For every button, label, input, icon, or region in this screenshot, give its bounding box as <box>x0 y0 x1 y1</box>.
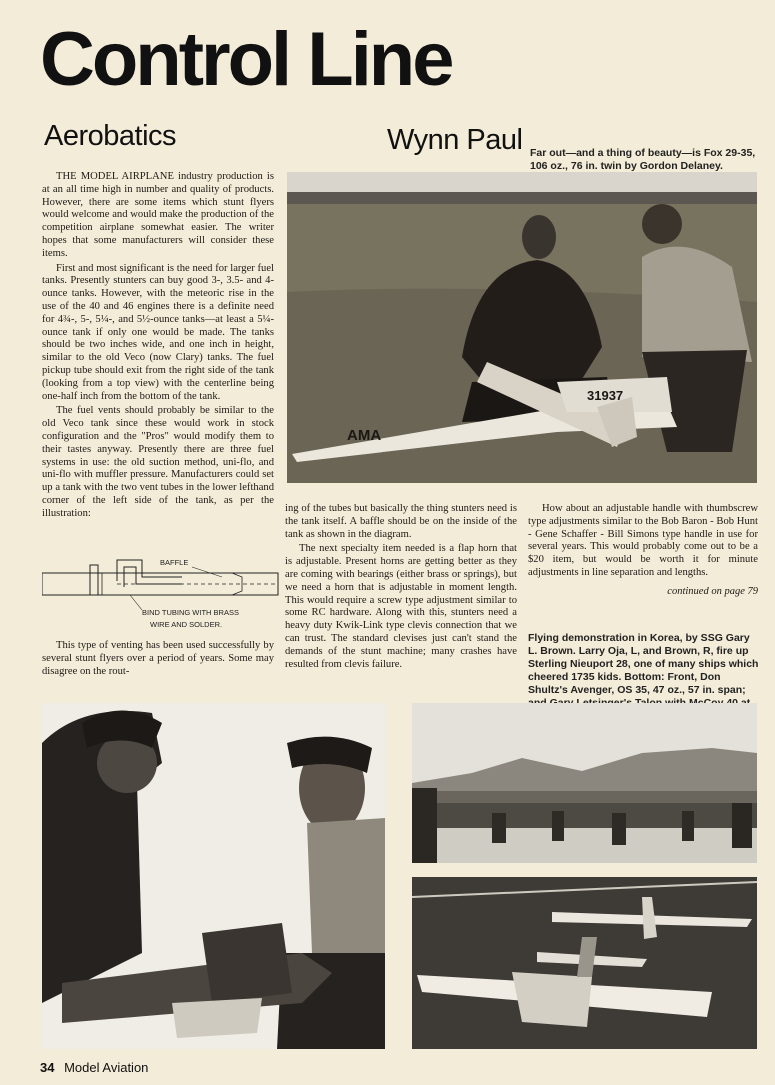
page-number: 34 <box>40 1060 55 1075</box>
top-photo-caption: Far out—and a thing of beauty—is Fox 29-35, 106 oz., 76 in. twin by Gordon Delaney. <box>530 147 756 172</box>
article-subtitle: Aerobatics <box>44 120 177 152</box>
photo-men-fueling-nieuport <box>42 703 385 1049</box>
article-title: Control Line <box>40 17 452 102</box>
photo-crowd-korea <box>412 703 757 863</box>
korea-photo-caption: Flying demonstration in Korea, by SSG Gary L. Brown. Larry Oja, L, and Brown, R, fire up Sterling Nieuport 28, one of many ships which cheered 1735 kids. Bottom: Front, Don Shultz's Avenger, OS 35, 47 oz., 57 in. span; <box>528 632 759 696</box>
continued-note: continued on page 79 <box>667 585 758 597</box>
paragraph: First and most significant is the need for larger fuel tanks. Presently stunters can buy good 3-, 3.5- and 4-ounce tanks. However, with the meteoric rise in the use of the 40 and 46 engines there is a definite need for 4¾-, 5-, 5¼-, and 5½-ounce tanks—at least a 5¼-ounce tank if only one would be made. The tanks should be two inches wide, and one inch in height, similar to the old Veco (now Clary) tanks. The fuel pickup tube should exit from the right side of the tank (looking from a top view) with the centerline being one-half inch from the bottom of the tank. <box>42 262 274 402</box>
fuel-tank-diagram <box>42 555 282 635</box>
paragraph: THE MODEL AIRPLANE industry production is at an all time high in number and quality of products. However, there are some items which stunt flyers would welcome and would make the production of the competition airplane somewhat easier. The writer hopes that some manufacturers will consider these items. <box>42 171 274 259</box>
baffle-label: BAFFLE <box>160 558 189 567</box>
paragraph: The next specialty item needed is a flap horn that is adjustable. Present horns are getting better as they are coming with bearings (either brass or springs), but we need a horn that is adjustable in moment length. This would require a screw type adjustment similar to some RC hardware. Along with this, stunters need a heavy duty Kwik-Link type clevis connection that we can trust. The standard clevises just can't stand the demands of the stunt machine; many crashes have resulted from clevis failure. <box>285 543 517 670</box>
article-column-1 <box>42 171 274 523</box>
magazine-name: Model Aviation <box>64 1060 149 1075</box>
ama-marking: AMA <box>347 427 382 444</box>
paragraph: How about an adjustable handle with thumbscrew type adjustments similar to the Bob Baron - Bob Hunt - Gene Schaffer - Bill Simons type handle in use for several years. This would probably come out to be a $20 item, but would be worth it for minute adjustments in line separation and lengths. <box>528 503 758 578</box>
top-photo-two-men-with-model <box>287 172 757 483</box>
article-column-2 <box>285 503 517 673</box>
page-footer <box>40 1060 148 1075</box>
photo-stunt-planes-on-tarmac <box>412 877 757 1049</box>
registration-marking: 31937 <box>587 388 624 403</box>
bind-tubing-label-2: WIRE AND SOLDER. <box>150 620 223 629</box>
paragraph: This type of venting has been used successfully by several stunt flyers over a period of years. Some may disagree on the rout- <box>42 640 274 677</box>
article-column-3 <box>528 503 758 599</box>
paragraph: The fuel vents should probably be similar to the old Veco tank since these would work in stock configuration and the "Pros" would modify them to their tastes anyway. Presently there are three fuel systems in use: the old suction method, uni-flo, and uni-flo with muffler pressure. Manufacturers could set up a tank with the two vent tubes in the lower lefthand corner of the left side of the tank, as per the illustration: <box>42 405 274 519</box>
author-name: Wynn Paul <box>387 124 523 156</box>
bind-tubing-label: BIND TUBING WITH BRASS <box>142 608 239 617</box>
article-column-1-continued <box>42 640 274 680</box>
paragraph: ing of the tubes but basically the thing stunters need is the tank itself. A baffle should be on the inside of the tank as shown in the diagram. <box>285 503 517 540</box>
